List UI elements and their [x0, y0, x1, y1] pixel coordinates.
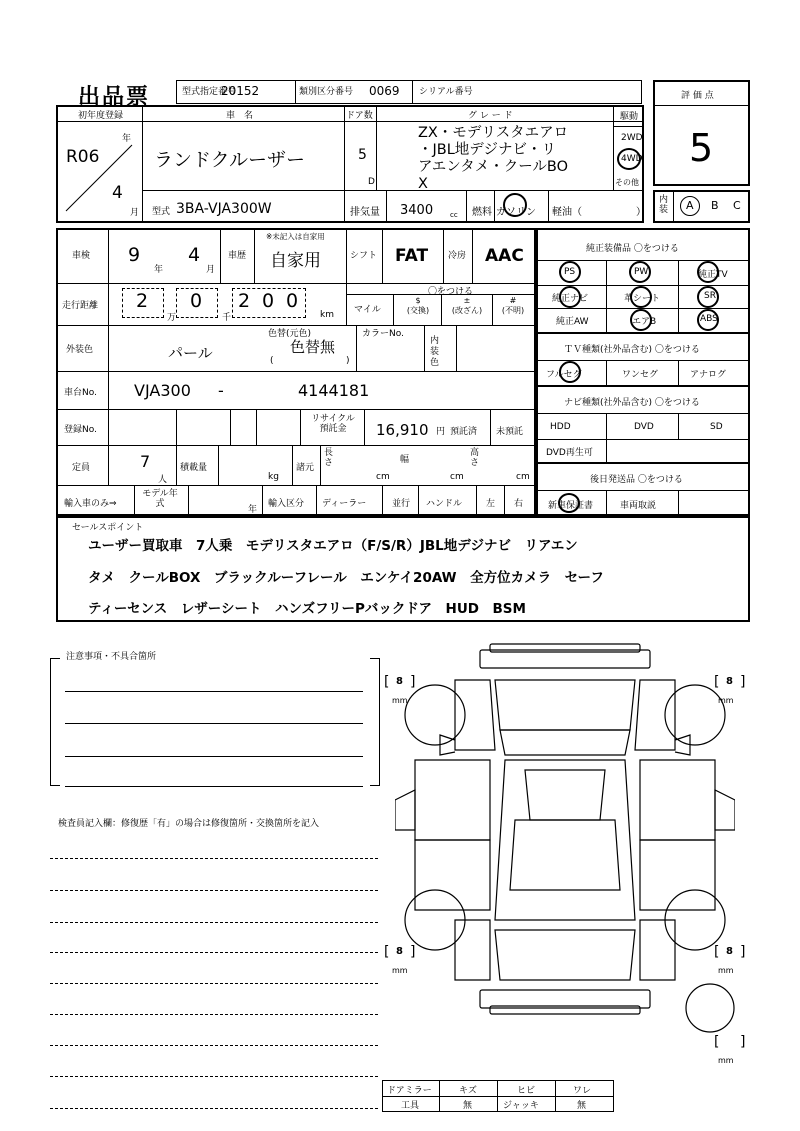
chassis-dash: -: [218, 381, 224, 400]
tv-analog: アナログ: [690, 370, 727, 380]
shaken-label: 車検: [72, 251, 91, 261]
doors-suffix: D: [368, 177, 375, 187]
recycle-not-deposited: 未預託: [496, 427, 524, 437]
capacity-unit: 人: [158, 475, 168, 485]
notes-box: [50, 658, 380, 786]
handle-label: ハンドル: [426, 499, 463, 509]
form-title: 出品票: [78, 85, 151, 110]
interior-label: 内装: [659, 195, 669, 215]
interior-b: B: [711, 199, 719, 212]
fuel-diesel: 軽油（: [552, 207, 582, 218]
fuel-diesel-close: ）: [636, 207, 646, 218]
inspector-line: [50, 1014, 378, 1015]
chassis-label: 車台No.: [64, 388, 97, 398]
ac-label: 冷房: [448, 251, 467, 261]
tv-title: ＴＶ種類(社外品含む) 〇をつける: [564, 345, 700, 355]
displacement-label: 排気量: [350, 207, 380, 218]
header-id-box: [176, 80, 642, 104]
inspection-grid: [56, 228, 536, 516]
score-box: [653, 80, 750, 186]
class-no-label: 類別区分番号: [299, 87, 354, 97]
drive-label: 駆動: [620, 112, 639, 122]
recycle-unit: 円: [436, 427, 446, 437]
exterior-color-value: パール: [168, 344, 213, 362]
shaken-month-unit: 月: [206, 265, 216, 275]
navi-hdd: HDD: [550, 422, 571, 432]
recolor-paren-close: ): [346, 356, 350, 366]
recolor-label: 色替(元色): [268, 329, 312, 339]
drive-other: その他: [615, 178, 639, 187]
defect-cell: 無: [577, 1101, 587, 1111]
fuel-label: 燃料: [472, 207, 492, 218]
load-label: 積載量: [180, 463, 208, 473]
ac-value: AAC: [485, 246, 524, 266]
grade-line: アエンタメ・クールBO: [418, 159, 569, 175]
doors-value: 5: [358, 147, 367, 163]
import-label: 輸入車のみ⇒: [64, 499, 117, 509]
equip-aw: 純正AW: [556, 317, 589, 327]
handle-right: 右: [514, 499, 524, 509]
navi-title: ナビ種類(社外品含む) 〇をつける: [564, 398, 700, 408]
grade-text: [418, 125, 568, 193]
mileage-option-tampered: ± (改ざん): [451, 296, 483, 315]
sales-line: タメ クールBOX ブラックルーフレール エンケイ20AW 全方位カメラ セーフ: [88, 570, 604, 586]
score-label: 評 価 点: [681, 91, 714, 101]
notes-line: [65, 723, 363, 724]
equip-abs: ABS: [700, 314, 718, 324]
first-reg-year-unit: 年: [122, 134, 132, 144]
capacity-label: 定員: [72, 463, 91, 473]
defect-cell: 工具: [401, 1101, 420, 1111]
equip-ps-circle: [559, 261, 581, 283]
equip-leather-circle: [630, 286, 652, 308]
equip-abs-circle: [697, 309, 719, 331]
interior-a-circle: [680, 196, 700, 216]
mileage-option-unknown: # (不明): [501, 296, 525, 315]
equip-navi-circle: [559, 286, 581, 308]
handle-left: 左: [486, 499, 496, 509]
first-reg-month: 4: [112, 183, 123, 203]
recycle-value: 16,910: [376, 421, 429, 439]
equip-ps: PS: [564, 267, 576, 277]
recolor-paren-open: (: [270, 356, 274, 366]
model-label: 型式: [152, 207, 171, 217]
width-unit: cm: [450, 472, 464, 482]
equip-airbag-circle: [630, 309, 652, 331]
equip-sr-circle: [697, 286, 719, 308]
later-manual: 車両取説: [620, 501, 657, 511]
mileage-circle-note: 〇をつける: [428, 287, 474, 297]
width-label: 幅: [400, 455, 410, 465]
sales-line: ユーザー買取車 7人乗 モデリスタエアロ（F/S/R）JBL地デジナビ リアエン: [88, 538, 578, 554]
mileage-digit: 2: [136, 290, 149, 312]
equip-airbag: エアB: [632, 317, 657, 327]
fuel-gasoline: ガソリン: [496, 207, 536, 218]
length-unit: cm: [376, 472, 390, 482]
load-unit: kg: [268, 472, 279, 482]
first-reg-month-unit: 月: [130, 208, 140, 218]
notes-label: 注意事項・不具合箇所: [66, 652, 157, 662]
interior-color-label: 内装色: [430, 336, 440, 368]
chassis-model: VJA300: [134, 381, 191, 400]
length-label: 長さ: [324, 448, 334, 468]
inspector-line: [50, 1108, 378, 1109]
recycle-deposited: 預託済: [450, 427, 478, 437]
defect-cell: ジャッキ: [503, 1101, 539, 1111]
later-warranty-circle: [558, 493, 580, 513]
history-note: ※未記入は自家用: [266, 232, 325, 241]
height-label: 高さ: [470, 448, 480, 468]
defect-table: [382, 1080, 614, 1112]
regno-label: 登録No.: [64, 425, 97, 435]
shaken-year-unit: 年: [154, 265, 164, 275]
model-value: 3BA-VJA300W: [176, 201, 272, 217]
color-no-label: カラーNo.: [362, 329, 404, 339]
inspector-line: [50, 890, 378, 891]
later-warranty: 新車保証書: [548, 501, 594, 511]
navi-dvd-play: DVD再生可: [546, 448, 593, 458]
serial-label: シリアル番号: [419, 87, 473, 97]
sales-line: ティーセンス レザーシート ハンズフリーPバックドア HUD BSM: [88, 601, 526, 617]
grade-line: ZX・モデリスタエアロ: [418, 125, 569, 141]
mileage-digits: [114, 286, 344, 322]
grade-line: X: [418, 176, 428, 192]
shaken-year: 9: [128, 244, 141, 266]
sales-point-box: [56, 516, 750, 622]
tv-oneseg: ワンセグ: [622, 370, 659, 380]
equip-sr: SR: [704, 291, 716, 301]
inspector-line: [50, 922, 378, 923]
defect-header: ヒビ: [517, 1086, 536, 1096]
navi-sd: SD: [710, 422, 723, 432]
car-name-label: 車 名: [226, 111, 254, 121]
inspector-line: [50, 952, 378, 953]
history-value: 自家用: [270, 251, 321, 271]
equip-leather: 革シート: [624, 294, 661, 304]
equip-navi: 純正ナビ: [552, 294, 589, 304]
car-body-diagram: [395, 640, 735, 1080]
inspector-line: [50, 1076, 378, 1077]
equipment-box: [536, 228, 750, 516]
first-reg-label: 初年度登録: [78, 111, 124, 121]
score-value: 5: [689, 126, 714, 170]
drive-4wd: 4WD: [621, 154, 643, 164]
capacity-value: 7: [140, 452, 151, 471]
notes-line: [65, 786, 363, 787]
mileage-km: km: [320, 310, 334, 320]
import-parallel: 並行: [392, 499, 411, 509]
navi-dvd: DVD: [634, 422, 654, 432]
notes-line: [65, 756, 363, 757]
import-div-label: 輸入区分: [268, 499, 305, 509]
inspector-label: 検査員記入欄：修復歴「有」の場合は修復箇所・交換箇所を記入: [58, 819, 320, 829]
drive-2wd: 2WD: [621, 133, 643, 143]
type-no-label: 型式指定番号: [182, 87, 237, 97]
mileage-option-exchange: $ (交換): [406, 296, 430, 315]
first-reg-slash: [64, 143, 134, 213]
inspector-line: [50, 983, 378, 984]
mileage-digit: 2: [238, 290, 251, 312]
mileage-digit: 0: [286, 290, 299, 312]
shift-value: FAT: [395, 246, 429, 266]
interior-grade-box: [653, 190, 750, 223]
history-label: 車歴: [228, 251, 247, 261]
sales-point-label: セールスポイント: [72, 523, 144, 533]
displacement-value: 3400: [400, 203, 434, 218]
defect-header: ワレ: [573, 1086, 592, 1096]
interior-c: C: [733, 199, 741, 212]
equipment-title: 純正装備品 〇をつける: [586, 244, 679, 254]
car-name-value: ランドクルーザー: [154, 149, 306, 171]
interior-a: A: [686, 199, 694, 212]
mileage-digit: 0: [190, 290, 203, 312]
drive-4wd-circle: [617, 148, 641, 170]
first-reg-era: R06: [66, 147, 100, 167]
equip-tv-circle: [697, 261, 719, 283]
grade-label: グ レ ー ド: [468, 111, 513, 121]
equip-pw: PW: [634, 267, 649, 277]
doors-label: ドア数: [346, 111, 373, 121]
defect-header: ドアミラー: [387, 1086, 432, 1096]
mileage-option-mile: マイル: [354, 305, 381, 315]
inspector-line: [50, 858, 378, 859]
exterior-color-label: 外装色: [66, 345, 94, 355]
notes-line: [65, 691, 363, 692]
recolor-value: 色替無: [290, 338, 336, 356]
tv-fullseg: フルセグ: [546, 370, 582, 380]
vehicle-info-box: [56, 105, 644, 223]
displacement-unit: cc: [450, 211, 458, 219]
defect-cell: 無: [463, 1101, 473, 1111]
dims-label: 諸元: [296, 463, 315, 473]
import-dealer: ディーラー: [322, 499, 367, 509]
shaken-month: 4: [188, 244, 201, 266]
equip-tv: 純正TV: [698, 270, 728, 280]
shift-label: シフト: [350, 251, 378, 261]
later-title: 後日発送品 〇をつける: [590, 475, 683, 485]
grade-line: ・JBL地デジナビ・リ: [418, 142, 557, 158]
chassis-number: 4144181: [298, 381, 370, 400]
inspector-line: [50, 1045, 378, 1046]
mileage-man: 万: [167, 313, 177, 323]
mileage-sen: 千: [222, 313, 232, 323]
mileage-digit: 0: [262, 290, 275, 312]
fuel-gasoline-circle: [503, 193, 527, 217]
model-year-unit: 年: [248, 505, 258, 515]
class-no-value: 0069: [369, 84, 400, 98]
equip-pw-circle: [629, 261, 651, 283]
recycle-label: リサイクル預託金: [311, 414, 355, 434]
tv-fullseg-circle: [559, 361, 581, 383]
type-no-value: 20152: [221, 84, 260, 98]
height-unit: cm: [516, 472, 530, 482]
defect-header: キズ: [459, 1086, 477, 1096]
model-year-label: モデル年式: [142, 489, 178, 509]
mileage-label: 走行距離: [62, 301, 99, 311]
